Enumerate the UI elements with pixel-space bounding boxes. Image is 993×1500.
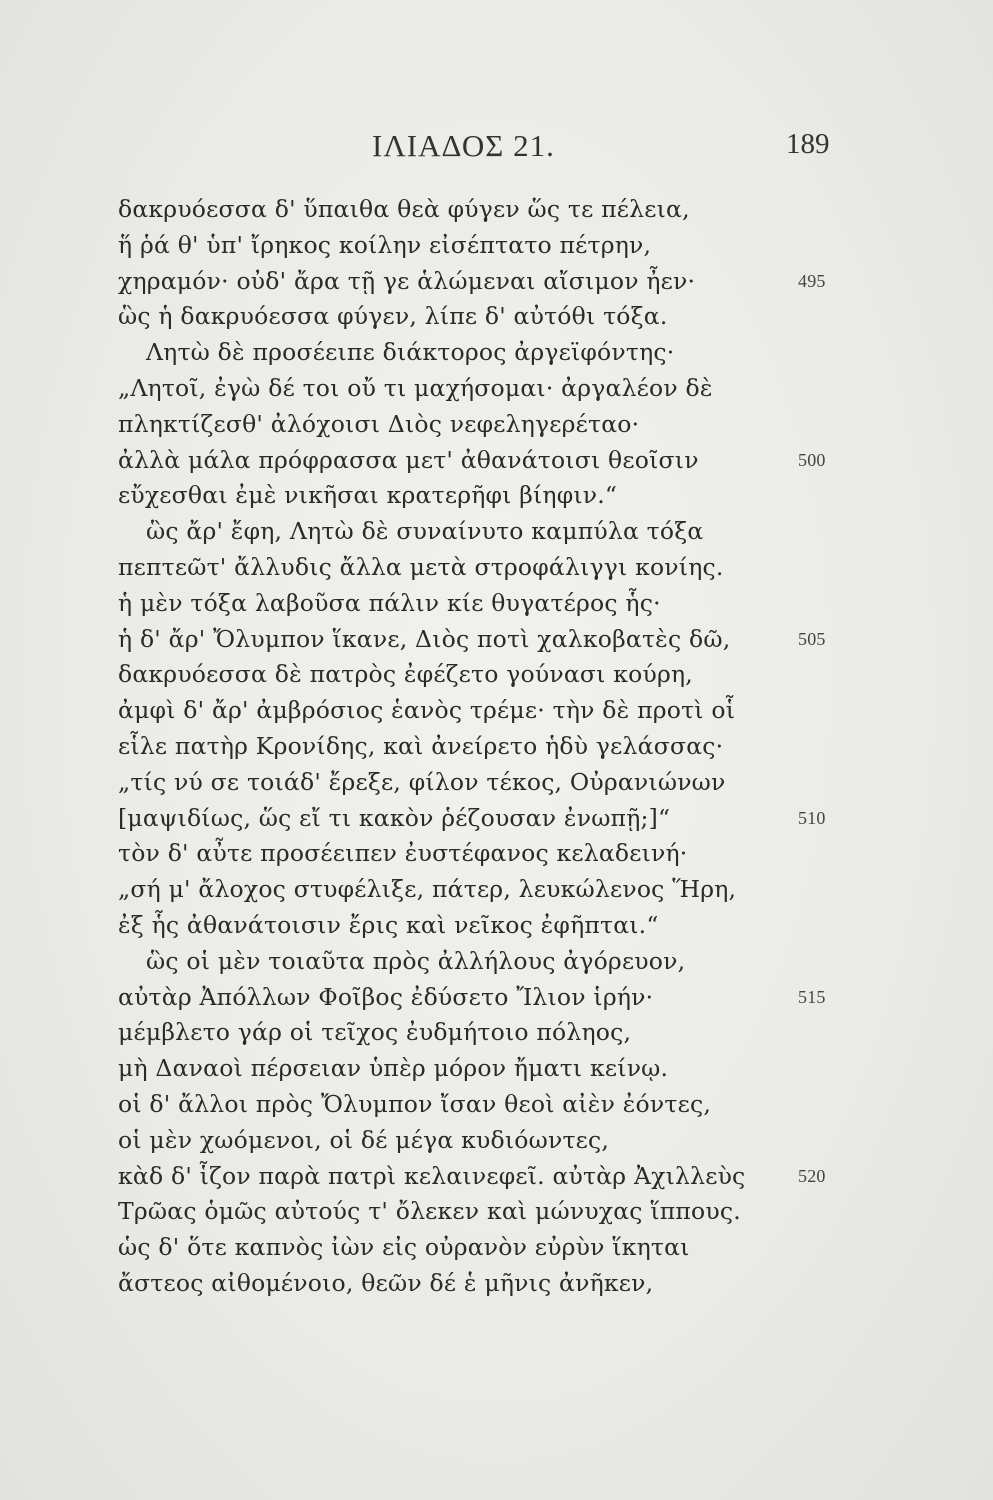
verse-line-text: ὣς οἱ μὲν τοιαῦτα πρὸς ἀλλήλους ἀγόρευον,: [146, 946, 686, 975]
verse-line-text: „Λητοῖ, ἐγὼ δέ τοι οὔ τι μαχήσομαι· ἀργαλέον δὲ: [118, 373, 713, 402]
verse-line: [118, 1159, 848, 1195]
verse-line-text: εἷλε πατὴρ Κρονίδης, καὶ ἀνείρετο ἡδὺ γελάσσας·: [118, 731, 724, 760]
verse-line-text: πληκτίζεσθ' ἀλόχοισι Διὸς νεφεληγερέταο·: [118, 409, 640, 438]
verse-line-text: τὸν δ' αὖτε προσέειπεν ἐυστέφανος κελαδεινή·: [118, 839, 688, 868]
verse-line-text: κὰδ δ' ἷζον παρὰ πατρὶ κελαινεφεῖ. αὐτὰρ Ἀχιλλεὺς: [118, 1161, 746, 1190]
verse-line-text: χηραμόν· οὐδ' ἄρα τῇ γε ἁλώμεναι αἴσιμον ἦεν·: [118, 266, 696, 295]
verse-line-text: δακρυόεσσα δὲ πατρὸς ἐφέζετο γούνασι κούρη,: [118, 660, 693, 689]
verse-line: [118, 264, 848, 300]
verse-line-text: ἐξ ἧς ἀθανάτοισιν ἔρις καὶ νεῖκος ἐφῆπται.“: [118, 910, 659, 939]
verse-line: [118, 478, 848, 514]
verse-line-text: πεπτεῶτ' ἄλλυδις ἄλλα μετὰ στροφάλιγγι κονίης.: [118, 552, 724, 581]
verse-line: [118, 550, 848, 586]
line-number: 510: [798, 807, 826, 828]
verse-line: [118, 371, 848, 407]
verse-line: [118, 765, 848, 801]
verse-line-text: δακρυόεσσα δ' ὕπαιθα θεὰ φύγεν ὥς τε πέλεια,: [118, 195, 690, 223]
verse-line: [118, 872, 848, 908]
line-number: 500: [798, 449, 826, 470]
verse-line: [118, 586, 848, 622]
verse-line: [118, 729, 848, 765]
line-number: 520: [798, 1165, 826, 1186]
verse-line: [118, 1051, 848, 1087]
verse-line-text: οἱ δ' ἄλλοι πρὸς Ὄλυμπον ἴσαν θεοὶ αἰὲν ἐόντες,: [118, 1089, 711, 1118]
verse-line: [118, 1015, 848, 1051]
verse-line: [118, 299, 848, 335]
verse-line-text: Λητὼ δὲ προσέειπε διάκτορος ἀργεϊφόντης·: [146, 338, 675, 367]
verse-line-text: ἀλλὰ μάλα πρόφρασσα μετ' ἀθανάτοισι θεοῖσιν: [118, 445, 699, 474]
verse-line: [118, 228, 848, 264]
verse-line: [118, 335, 848, 371]
line-number: 495: [798, 270, 826, 291]
verse-line-text: ὣς ἡ δακρυόεσσα φύγεν, λίπε δ' αὐτόθι τόξα.: [118, 302, 668, 331]
verse-line: [118, 944, 848, 980]
line-number: 505: [798, 628, 826, 649]
verse-line-text: [μαψιδίως, ὥς εἴ τι κακὸν ῥέζουσαν ἐνωπῇ;]“: [118, 803, 671, 832]
verse-line: [118, 622, 848, 658]
verse-line: [118, 514, 848, 550]
verse-line-text: μέμβλετο γάρ οἱ τεῖχος ἐυδμήτοιο πόληος,: [118, 1018, 632, 1047]
running-head-title: ΙΛΙΑΔΟΣ 21.: [372, 128, 555, 163]
verse-line-text: αὐτὰρ Ἀπόλλων Φοῖβος ἐδύσετο Ἴλιον ἱρήν·: [118, 982, 654, 1011]
verse-line-text: ὣς ἄρ' ἔφη, Λητὼ δὲ συναίνυτο καμπύλα τόξα: [146, 517, 704, 546]
page-number: 189: [786, 128, 830, 160]
verse-line-text: „τίς νύ σε τοιάδ' ἔρεξε, φίλον τέκος, Οὐρανιώνων: [118, 767, 726, 796]
verse-line: [118, 908, 848, 944]
verse-line: [118, 192, 848, 228]
verse-line-text: εὔχεσθαι ἐμὲ νικῆσαι κρατερῆφι βίηφιν.“: [118, 481, 618, 510]
line-number: 515: [798, 986, 826, 1007]
verse-line: [118, 407, 848, 443]
verse-line-text: ἡ μὲν τόξα λαβοῦσα πάλιν κίε θυγατέρος ἧς·: [118, 588, 661, 617]
verse-line-text: ἡ δ' ἄρ' Ὄλυμπον ἵκανε, Διὸς ποτὶ χαλκοβατὲς δῶ,: [118, 624, 731, 653]
verse-line-text: οἱ μὲν χωόμενοι, οἱ δέ μέγα κυδιόωντες,: [118, 1125, 610, 1154]
verse-line: [118, 836, 848, 872]
verse-line: [118, 693, 848, 729]
verse-line: [118, 1266, 848, 1302]
verse-line: [118, 1123, 848, 1159]
verse-line: [118, 980, 848, 1016]
verse-line-text: μὴ Δαναοὶ πέρσειαν ὑπὲρ μόρον ἤματι κείνῳ.: [118, 1054, 669, 1083]
verse-line: [118, 1087, 848, 1123]
verse-line-text: ἀμφὶ δ' ἄρ' ἀμβρόσιος ἑανὸς τρέμε· τὴν δὲ προτὶ οἷ: [118, 696, 736, 725]
verse-line: [118, 801, 848, 837]
verse-line-text: ἥ ῥά θ' ὑπ' ἴρηκος κοίλην εἰσέπτατο πέτρην,: [118, 230, 652, 259]
verse-line-text: ἄστεος αἰθομένοιο, θεῶν δέ ἑ μῆνις ἀνῆκεν,: [118, 1268, 654, 1297]
verse-line: [118, 1230, 848, 1266]
verse-line-text: Τρῶας ὁμῶς αὐτούς τ' ὄλεκεν καὶ μώνυχας ἵππους.: [118, 1197, 741, 1226]
verse-line: [118, 657, 848, 693]
verse-text-block: [118, 192, 848, 1302]
verse-line: [118, 1194, 848, 1230]
verse-line-text: „σή μ' ἄλοχος στυφέλιξε, πάτερ, λευκώλενος Ἥρη,: [118, 875, 737, 904]
verse-line-text: ὡς δ' ὅτε καπνὸς ἰὼν εἰς οὐρανὸν εὐρὺν ἵκηται: [118, 1233, 690, 1262]
verse-line: [118, 443, 848, 479]
